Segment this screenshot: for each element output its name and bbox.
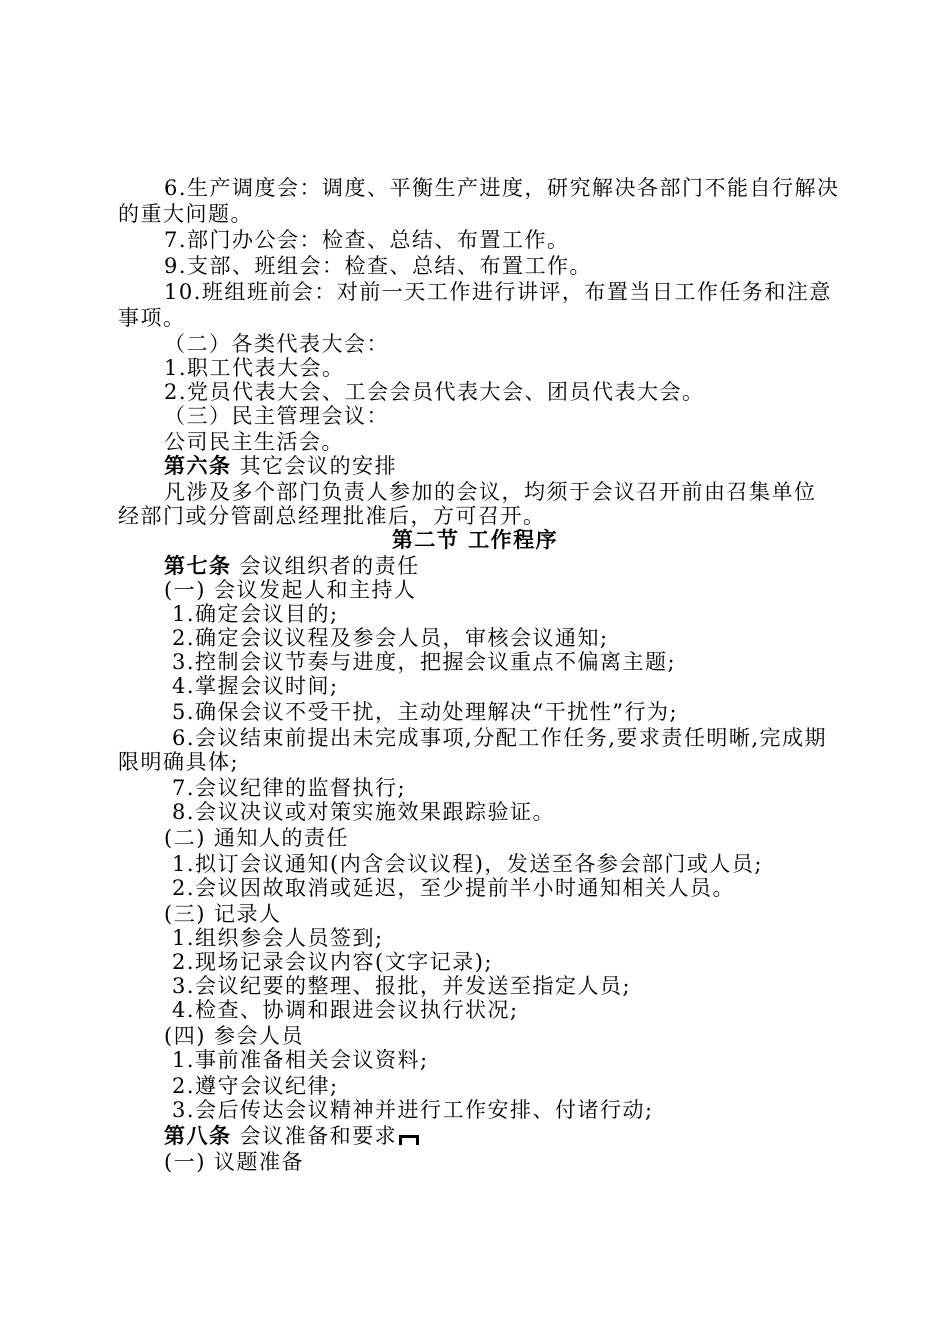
text-line: 公司民主生活会。 [164,430,344,454]
text-line: 6.会议结束前提出未完成事项,分配工作任务,要求责任明晰,完成期 [172,726,828,750]
section-heading: 第二节 工作程序 [391,527,559,552]
text-line: 2.现场记录会议内容(文字记录); [172,950,493,974]
text-line: 7.部门办公会：检查、总结、布置工作。 [164,228,570,252]
text-line: (三) 记录人 [164,902,282,926]
text-line: （二）各类代表大会： [164,332,389,356]
text-line: 1.组织参会人员签到; [172,926,384,950]
text-line: 3.会议纪要的整理、报批，并发送至指定人员; [172,974,632,998]
edit-mark-icon [399,1135,419,1145]
text-line: (四) 参会人员 [164,1024,305,1048]
text-line: 3.控制会议节奏与进度，把握会议重点不偏离主题; [172,650,677,674]
text-line: (一) 会议发起人和主持人 [164,578,417,602]
text-line: 2.遵守会议纪律; [172,1074,339,1098]
text-line: 凡涉及多个部门负责人参加的会议，均须于会议召开前由召集单位 [164,480,817,504]
text-line: 1.拟订会议通知(内含会议议程)，发送至各参会部门或人员; [172,852,763,876]
text-line: 1.事前准备相关会议资料; [172,1048,429,1072]
text-line: 7.会议纪律的监督执行; [172,776,407,800]
article-title: 会议组织者的责任 [231,554,420,578]
article-line [164,454,397,478]
text-line: 5.确保会议不受干扰，主动处理解决“干扰性”行为; [172,700,679,724]
text-line: 4.检查、协调和跟进会议执行状况; [172,998,519,1022]
text-line: 6.生产调度会：调度、平衡生产进度，研究解决各部门不能自行解决 [164,176,840,200]
article-number: 第七条 [164,553,232,578]
text-line: 限明确具体; [118,750,240,774]
text-line: 10.班组班前会：对前一天工作进行讲评，布置当日工作任务和注意 [164,280,832,304]
text-line: 1.职工代表大会。 [164,356,345,380]
text-line: 经部门或分管副总经理批准后，方可召开。 [118,504,546,528]
article-line [164,1124,419,1148]
text-line: 事项。 [118,306,186,330]
text-line: (一) 议题准备 [164,1150,305,1174]
text-line: 2.党员代表大会、工会会员代表大会、团员代表大会。 [164,380,705,404]
text-line: 2.确定会议议程及参会人员，审核会议通知; [172,626,609,650]
article-title: 其它会议的安排 [231,454,398,478]
article-title: 会议准备和要求 [231,1124,398,1148]
text-line: 1.确定会议目的; [172,602,339,626]
article-number: 第六条 [164,453,232,478]
text-line: （三）民主管理会议： [164,404,389,428]
text-line: 的重大问题。 [118,202,253,226]
text-line: 4.掌握会议时间; [172,674,339,698]
article-number: 第八条 [164,1123,232,1148]
article-line [164,554,420,578]
text-line: (二) 通知人的责任 [164,826,350,850]
text-line: 8.会议决议或对策实施效果跟踪验证。 [172,800,556,824]
text-line: 9.支部、班组会：检查、总结、布置工作。 [164,254,593,278]
text-line: 3.会后传达会议精神并进行工作安排、付诸行动; [172,1098,654,1122]
text-line: 2.会议因故取消或延迟，至少提前半小时通知相关人员。 [172,876,736,900]
